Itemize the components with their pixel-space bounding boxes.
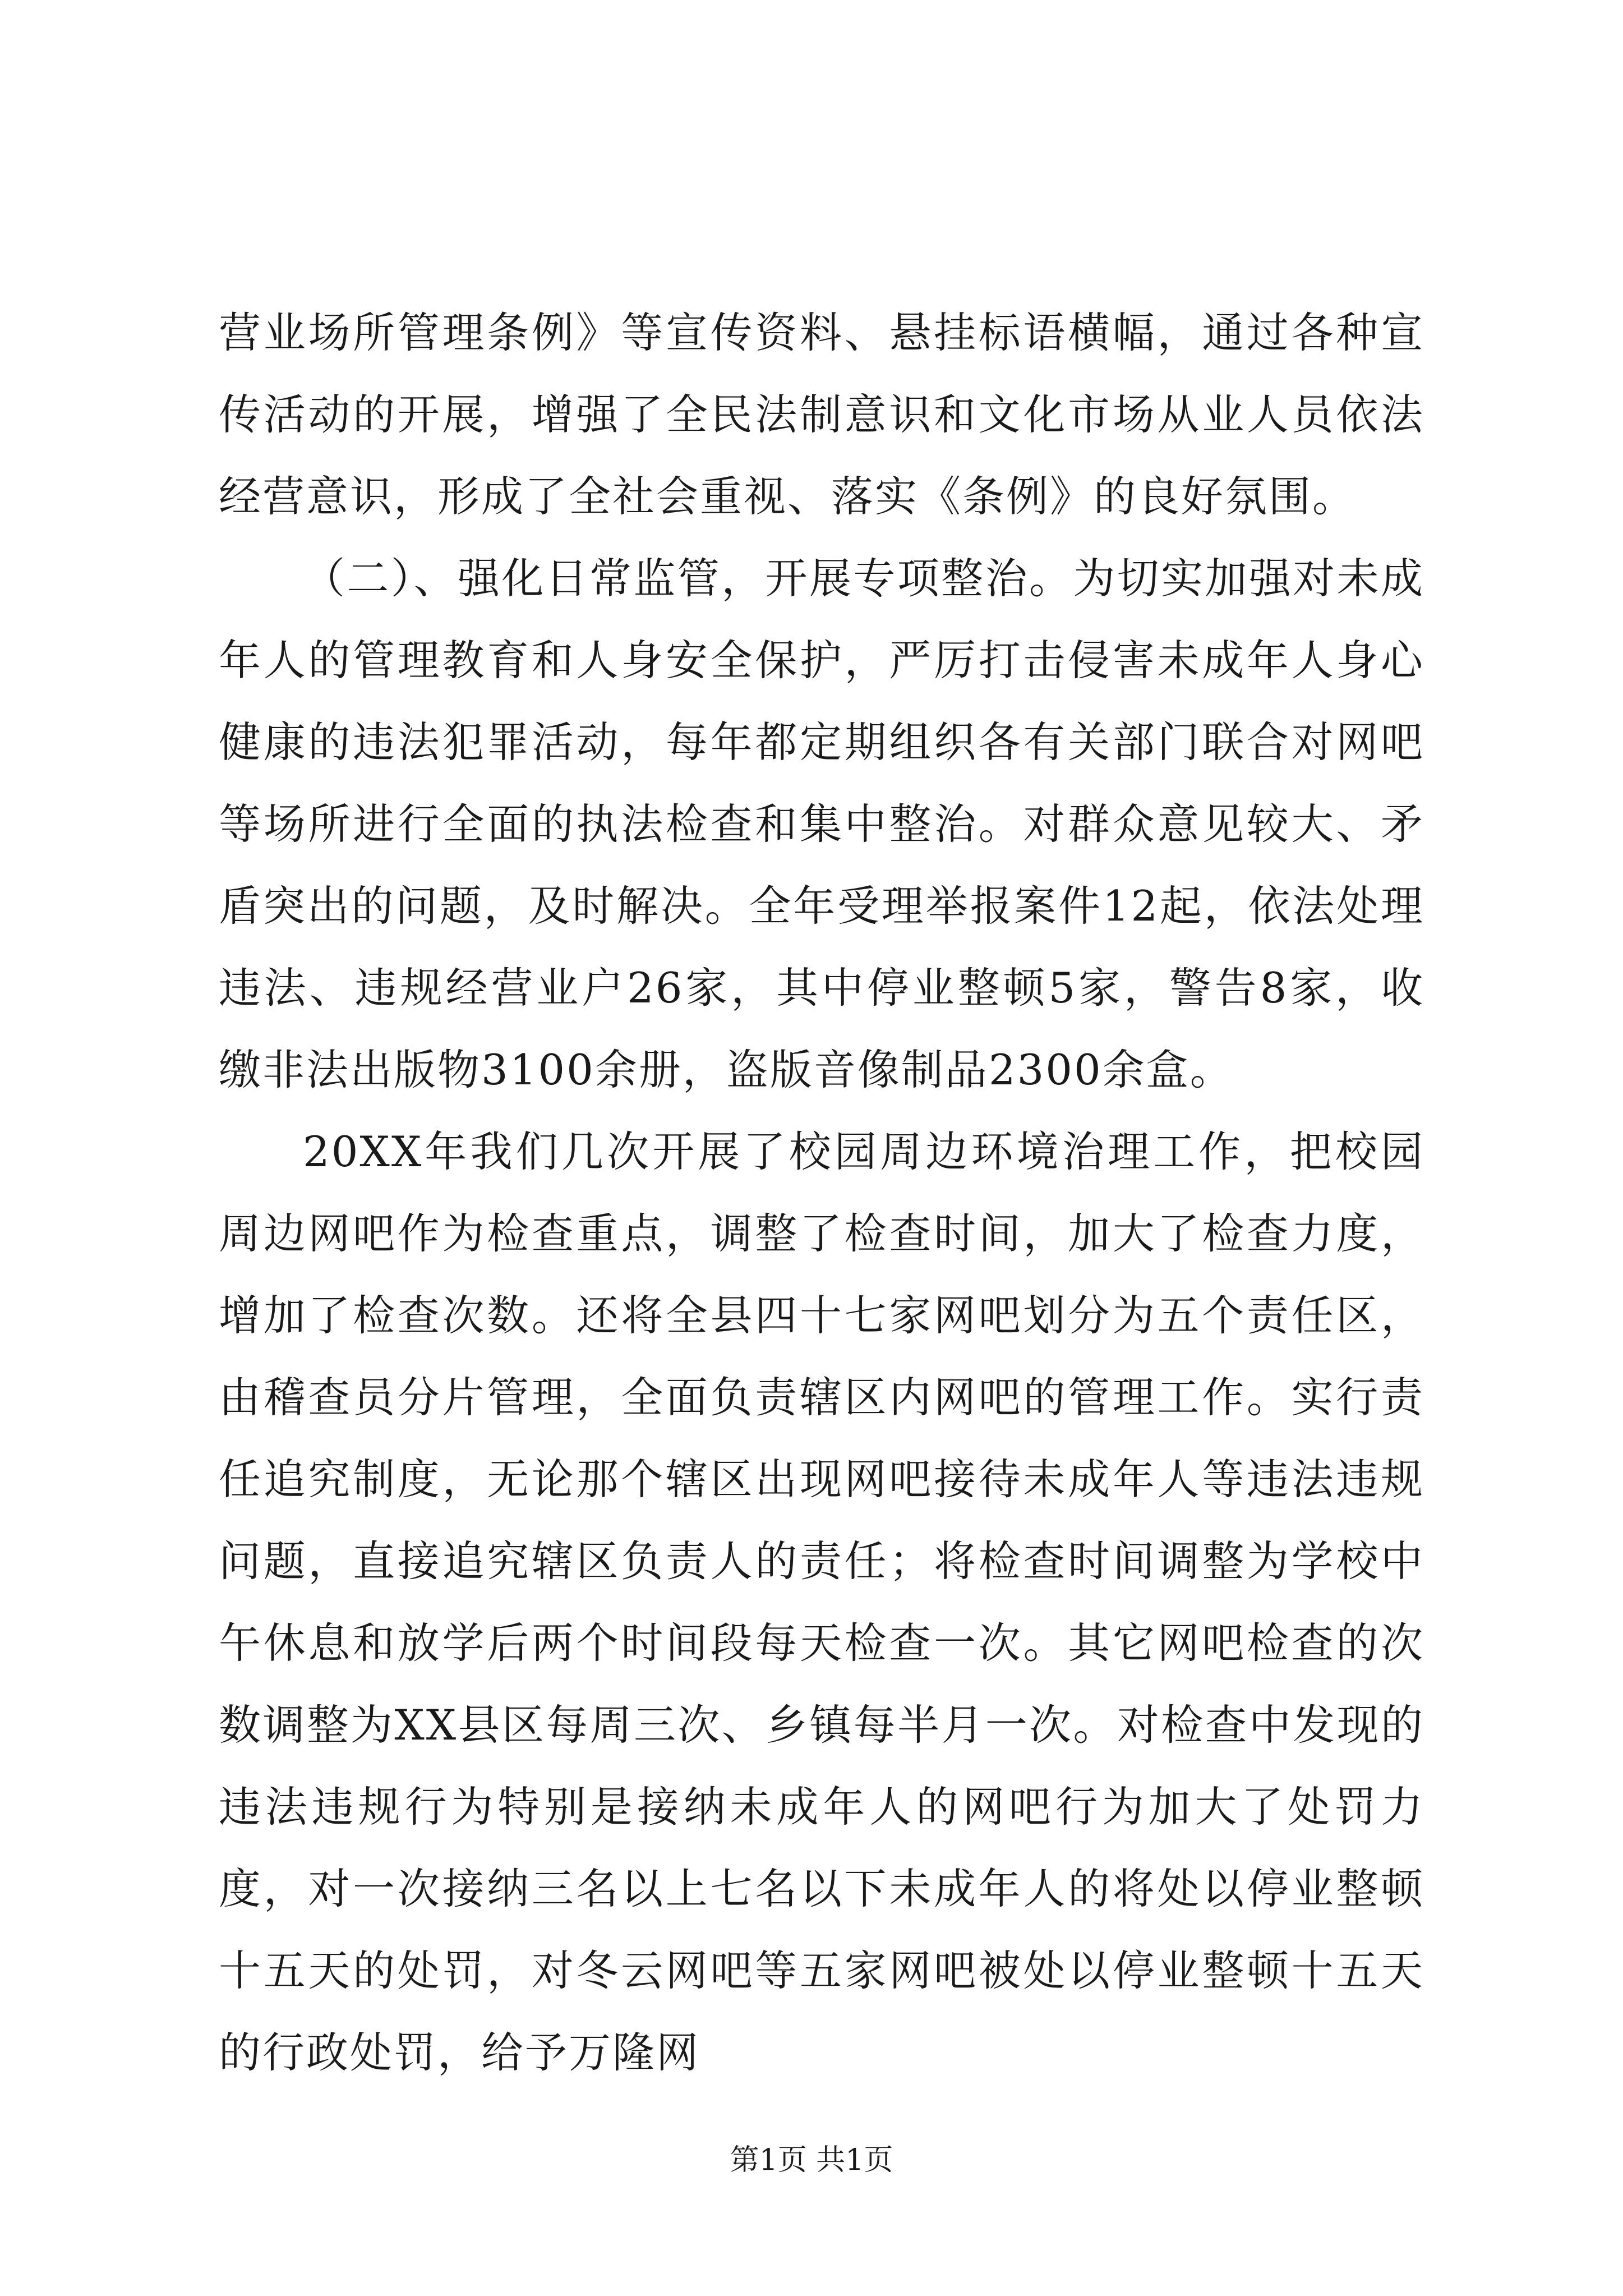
page-footer: 第1页 共1页 [730, 2143, 893, 2177]
paragraph-1: 营业场所管理条例》等宣传资料、悬挂标语横幅，通过各种宣传活动的开展，增强了全民法制意识和文化市场从业人员依法经营意识，形成了全社会重视、落实《条例》的良好氛围。 [219, 308, 1424, 521]
paragraph-2: （二）、强化日常监管，开展专项整治。为切实加强对未成年人的管理教育和人身安全保护，严厉打击侵害未成年人身心健康的违法犯罪活动，每年都定期组织各有关部门联合对网吧等场所进行全面的执法检查和集中整治。对群众意见较大、矛盾突出的问题，及时解决。全年受理举报案件12起，依法处理违法、违规经营业户26家，其中停业整顿5家，警告8家，收缴非法出版物3100余册，盗版音像制品2300余盒。 [219, 554, 1424, 1094]
document-body [219, 292, 1424, 2093]
paragraph-3: 20XX年我们几次开展了校园周边环境治理工作，把校园周边网吧作为检查重点，调整了检查时间，加大了检查力度，增加了检查次数。还将全县四十七家网吧划分为五个责任区，由稽查员分片管理，全面负责辖区内网吧的管理工作。实行责任追究制度，无论那个辖区出现网吧接待未成年人等违法违规问题，直接追究辖区负责人的责任；将检查时间调整为学校中午休息和放学后两个时间段每天检查一次。其它网吧检查的次数调整为XX县区每周三次、乡镇每半月一次。对检查中发现的违法违规行为特别是接纳未成年人的网吧行为加大了处罚力度，对一次接纳三名以上七名以下未成年人的将处以停业整顿十五天的处罚，对冬云网吧等五家网吧被处以停业整顿十五天的行政处罚，给予万隆网 [219, 1127, 1424, 2077]
